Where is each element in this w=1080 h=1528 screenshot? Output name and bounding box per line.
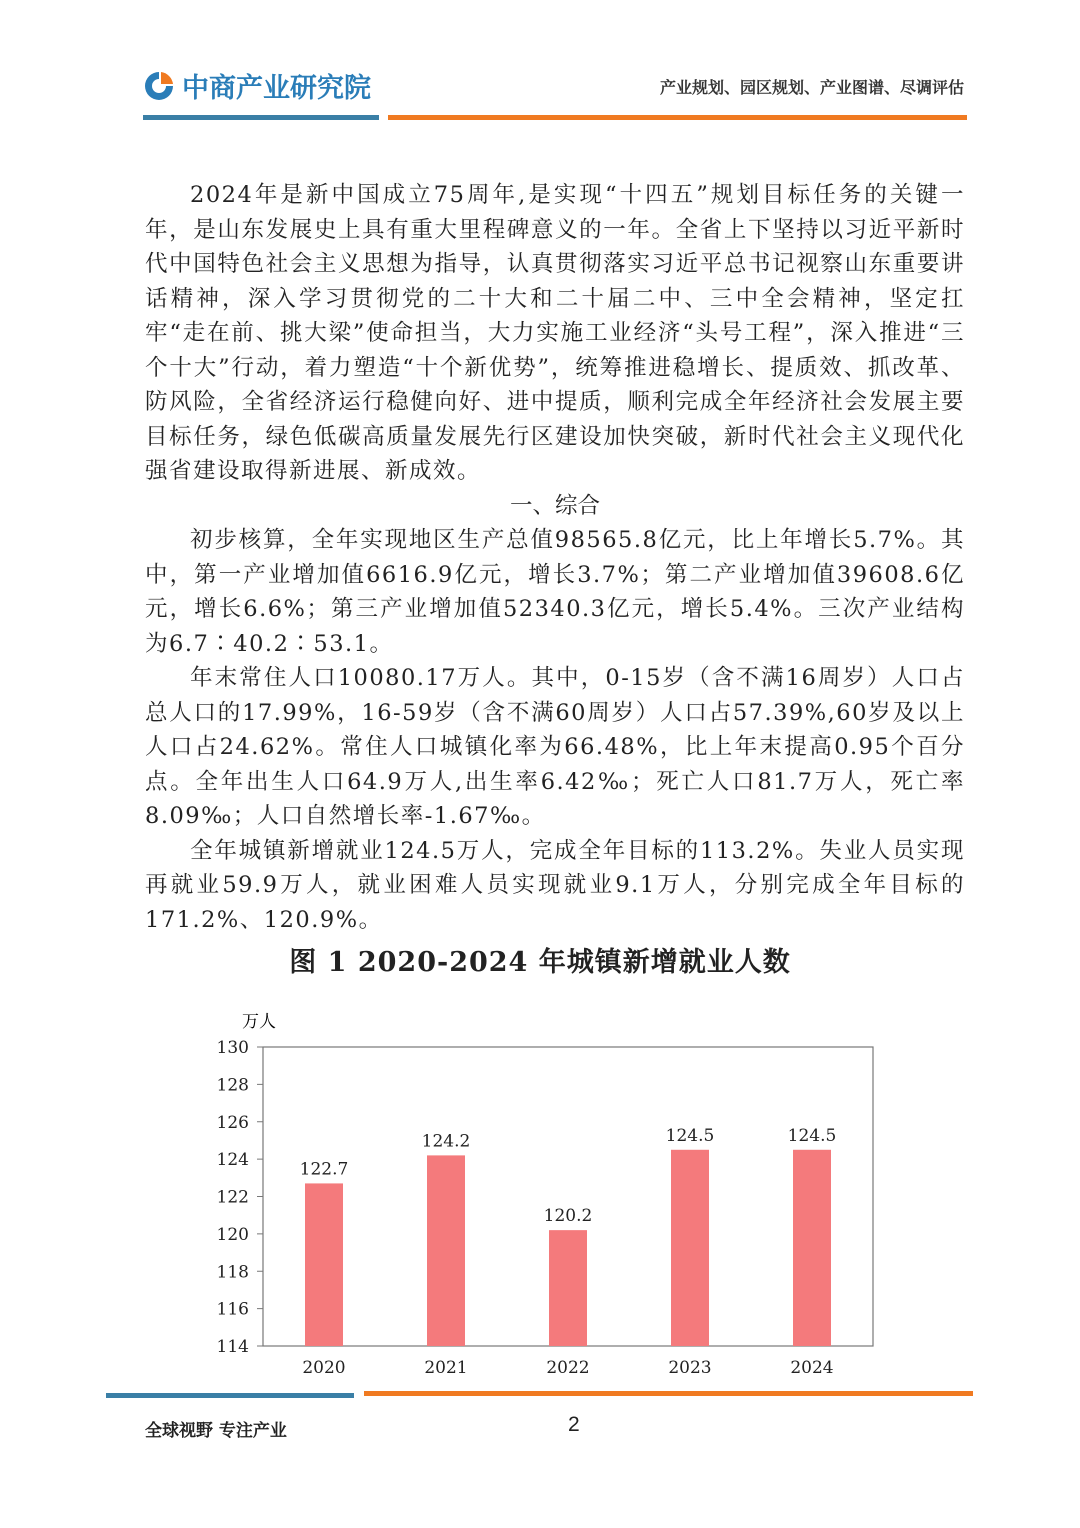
x-tick-label-2021: 2021	[424, 1358, 468, 1378]
data-label-2021: 124.2	[421, 1131, 471, 1152]
y-tick-label: 124	[216, 1150, 249, 1171]
y-tick-label: 118	[216, 1262, 249, 1283]
y-axis-unit-label: 万人	[242, 1012, 276, 1032]
bar-2021	[427, 1155, 465, 1346]
header-divider-blue	[143, 115, 379, 120]
header-tagline: 产业规划、园区规划、产业图谱、尽调评估	[659, 78, 964, 97]
data-label-2022: 120.2	[543, 1206, 593, 1227]
bar-2022	[549, 1230, 587, 1346]
header-divider-orange	[388, 115, 967, 120]
logo-text: 中商产业研究院	[182, 73, 371, 104]
data-label-2024: 124.5	[787, 1125, 837, 1146]
intro-paragraph: 2024年是新中国成立75周年,是实现“十四五”规划目标任务的关键一年，是山东发展史上具有重大里程碑意义的一年。全省上下坚持以习近平新时代中国特色社会主义思想为指导，认真贯彻落实习近平总书记视察山东重要讲话精神，深入学习贯彻党的二十大和二十届二中、三中全会精神，坚定扛牢“走在前、挑大梁”使命担当，大力实施工业经济“头号工程”，深入推进“三个十大”行动，着力塑造“十个新优势”，统筹推进稳增长、提质效、抓改革、防风险，全省经济运行稳健向好、进中提质，顺利完成全年经济社会发展主要目标任务，绿色低碳高质量发展先行区建设加快突破，新时代社会主义现代化强省建设取得新进展、新成效。	[145, 182, 965, 484]
footer-divider-blue	[106, 1393, 354, 1398]
x-tick-label-2024: 2024	[790, 1358, 834, 1378]
footer-slogan: 全球视野 专注产业	[145, 1421, 287, 1441]
y-tick-label: 122	[216, 1187, 249, 1208]
page-header	[0, 0, 1080, 130]
section-heading: 一、综合	[509, 492, 600, 519]
x-tick-label-2020: 2020	[302, 1358, 346, 1378]
data-label-2023: 124.5	[665, 1125, 715, 1146]
y-tick-label: 128	[216, 1075, 249, 1096]
logo-mark-icon	[142, 69, 176, 103]
company-logo	[142, 66, 371, 105]
bar-2020	[305, 1183, 343, 1346]
population-paragraph: 年末常住人口10080.17万人。其中，0-15岁（含不满16周岁）人口占总人口的17.99%，16-59岁（含不满60周岁）人口占57.39%,60岁及以上人口占24.62%。常住人口城镇化率为66.48%，比上年末提高0.95个百分点。全年出生人口64.9万人,出生率6.42‰；死亡人口81.7万人，死亡率8.09‰；人口自然增长率-1.67‰。	[145, 665, 965, 829]
bar-2023	[671, 1150, 709, 1346]
employment-paragraph: 全年城镇新增就业124.5万人，完成全年目标的113.2%。失业人员实现再就业59.9万人，就业困难人员实现就业9.1万人，分别完成全年目标的171.2%、120.9%。	[145, 837, 965, 933]
data-label-2020: 122.7	[299, 1159, 349, 1180]
body-text	[145, 178, 965, 937]
y-tick-label: 114	[216, 1337, 249, 1357]
employment-bar-chart	[200, 1000, 900, 1385]
chart-title: 图 1 2020-2024 年城镇新增就业人数	[289, 947, 791, 978]
y-tick-label: 116	[216, 1299, 249, 1320]
x-tick-label-2023: 2023	[668, 1358, 712, 1378]
footer-divider-orange	[364, 1391, 973, 1396]
x-tick-label-2022: 2022	[546, 1358, 590, 1378]
y-tick-label: 120	[216, 1224, 249, 1245]
gdp-paragraph: 初步核算，全年实现地区生产总值98565.8亿元，比上年增长5.7%。其中，第一产业增加值6616.9亿元，增长3.7%；第二产业增加值39608.6亿元，增长6.6%；第三产业增加值52340.3亿元，增长5.4%。三次产业结构为6.7∶40.2∶53.1。	[145, 527, 965, 657]
y-tick-label: 130	[216, 1038, 249, 1058]
y-tick-label: 126	[216, 1112, 249, 1133]
page-number: 2	[568, 1413, 580, 1436]
bar-2024	[793, 1150, 831, 1346]
